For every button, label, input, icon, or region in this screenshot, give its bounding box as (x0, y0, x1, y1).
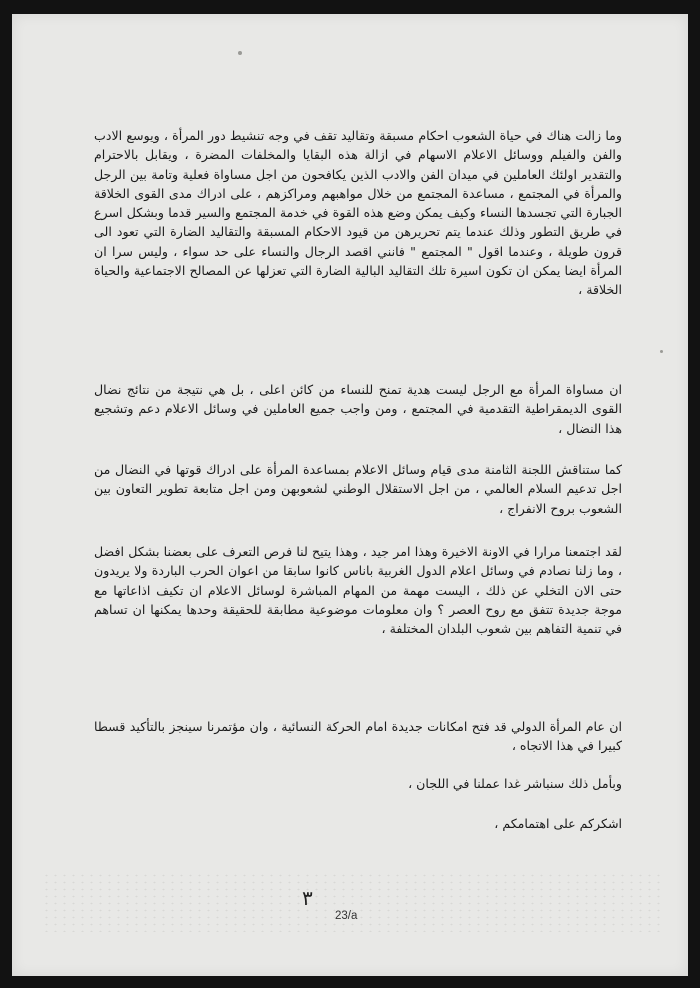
page-number: ٣ (302, 886, 313, 910)
page-reference: 23/a (335, 910, 358, 922)
paragraph-equality: ان مساواة المرأة مع الرجل ليست هدية تمنح للنساء من كائن اعلى ، بل هي نتيجة من نتائج نضال القوى الديمقراطية التقدمية في المجتمع ، ومن واجب جميع العاملين في وسائل الاعلام دعم وتشجيع هذا النضال ، (94, 382, 622, 436)
paragraph-committees: وبأمل ذلك سنباشر غدا عملنا في اللجان ، (408, 776, 622, 791)
paragraph-committee: كما ستناقش اللجنة الثامنة مدى قيام وسائل الاعلام بمساعدة المرأة على ادراك قوتها في النضال من اجل تدعيم السلام العالمي ، من اجل الاستقلال الوطني لشعوبهن ومن اجل متابعة تطوير التعاون بين الشعوب بروح الانفراج ، (94, 462, 622, 516)
paragraph-womens-year: ان عام المرأة الدولي قد فتح امكانات جديدة امام الحركة النسائية ، وان مؤتمرنا سينجز بالتأكيد قسطا كبيرا في هذا الاتجاه ، (94, 719, 622, 754)
paragraph-thanks: اشكركم على اهتمامكم ، (494, 816, 622, 831)
scan-noise-texture (42, 872, 662, 932)
paragraph-prejudices: وما زالت هناك في حياة الشعوب احكام مسبقة وتقاليد تقف في وجه تنشيط دور المرأة ، ويوسع الادب والفن والفيلم ووسائل الاعلام الاسهام في ازالة هذه البقايا والمخلفات المضرة ، ويقابل بالاحترام والتقدير اولئك العاملين في ميدان الفن والادب الذين يكافحون من اجل مساواة فعلية وتامة بين الرجل والمرأة في المجتمع ، مساعدة المجتمع من خلال مواهبهم ومراكزهم ، على ادراك مدى القوى الخلاقة الجبارة التي تجسدها النساء وكيف يمكن وضع هذه القوة في خدمة المجتمع والسير قدما وبشكل اسرع في طريق التطور وذلك عندما يتم تحريرهن من قيود الاحكام المسبقة والتقاليد الضارة التي تعود الى قرون طويلة ، وعندما اقول " المجتمع " فانني اقصد الرجال والنساء على حد سواء ، وليس سرا ان المرأة ايضا يمكن ان تكون اسيرة تلك التقاليد البالية الضارة التي تعزلها عن المصالح الاجتماعية والحياة الخلاقة ، (94, 128, 622, 298)
document-page (12, 14, 688, 976)
paragraph-meetings: لقد اجتمعنا مرارا في الاونة الاخيرة وهذا امر جيد ، وهذا يتيح لنا فرص التعرف على بعضنا بشكل افضل ، وما زلنا نصادم في وسائل اعلام الدول الغربية باناس كانوا سابقا من اعوان الحرب الباردة ولا يريدون حتى الان التخلي عن ذلك ، اليست مهمة من المهام المباشرة لوسائل الاعلام ان تكيف اذاعاتها مع موجة جديدة تتفق مع روح العصر ؟ وان معلومات موضوعية مطابقة للحقيقة وحدها يمكنها ان تساهم في تنمية التفاهم بين شعوب البلدان المختلفة ، (94, 544, 622, 637)
punch-hole-mark (238, 51, 242, 55)
speck-mark (660, 350, 663, 353)
